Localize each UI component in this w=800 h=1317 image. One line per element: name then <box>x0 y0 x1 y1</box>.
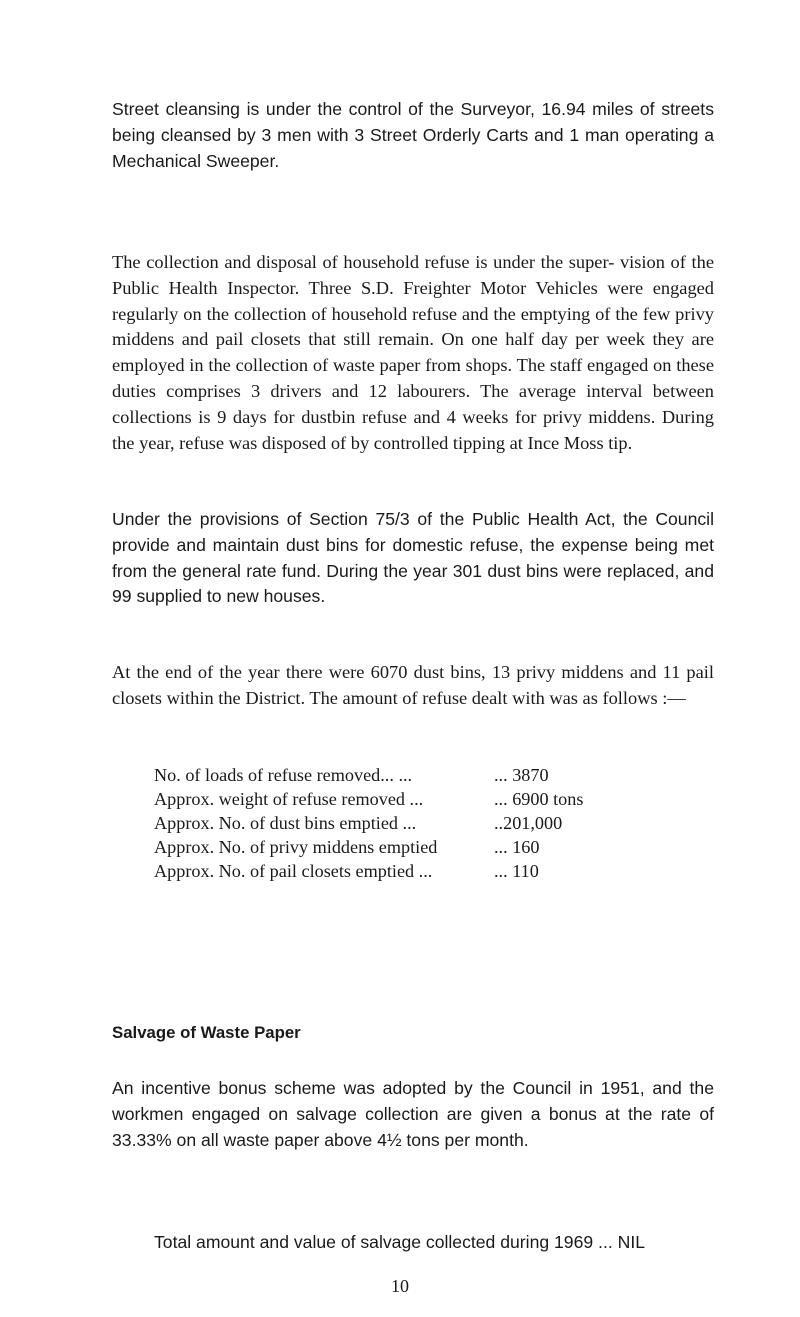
stat-value: ... 160 <box>494 837 540 857</box>
page-number: 10 <box>391 1276 409 1296</box>
stat-row-pail-closets <box>154 859 614 883</box>
year-end-paragraph: At the end of the year there were 6070 dust bins, 13 privy middens and 11 pail closets within the District. The amount of refuse dealt with was as follows :— <box>112 662 714 708</box>
salvage-total-label: Total amount and value of salvage collected during 1969 ... <box>154 1232 613 1252</box>
salvage-total-row <box>154 1232 714 1253</box>
street-cleansing-paragraph: Street cleansing is under the control of the Surveyor, 16.94 miles of streets being cleansed by 3 men with 3 Street Orderly Carts and 1 man operating a Mechanical Sweeper. <box>112 99 714 171</box>
stat-label: Approx. No. of privy middens emptied <box>154 837 438 857</box>
stat-label: No. of loads of refuse removed... ... <box>154 765 413 785</box>
stat-label: Approx. weight of refuse removed ... <box>154 789 424 809</box>
refuse-statistics-list <box>154 763 614 883</box>
salvage-bonus-paragraph: An incentive bonus scheme was adopted by the Council in 1951, and the workmen engaged on salvage collection are given a bonus at the rate of 33.33% on all waste paper above 4½ tons per month. <box>112 1078 714 1150</box>
stat-value: ... 110 <box>494 861 539 881</box>
stat-row-privy-middens <box>154 835 614 859</box>
stat-label: Approx. No. of pail closets emptied ... <box>154 861 433 881</box>
stat-row-dust-bins <box>154 811 614 835</box>
stat-row-weight <box>154 787 614 811</box>
stat-label: Approx. No. of dust bins emptied ... <box>154 813 417 833</box>
stat-value: ... 6900 tons <box>494 789 584 809</box>
stat-row-loads <box>154 763 614 787</box>
salvage-total-value: NIL <box>617 1232 645 1252</box>
stat-value: ... 3870 <box>494 765 549 785</box>
salvage-heading: Salvage of Waste Paper <box>112 1023 301 1042</box>
refuse-collection-paragraph: The collection and disposal of household refuse is under the super- vision of the Public Health Inspector. Three S.D. Freighter Motor Vehicles were engaged regularly on the collection of household refuse and the emptying of the few privy middens and pail closets that still remain. On one half day per week they are employed in the collection of waste paper from shops. The staff engaged on these duties comprises 3 drivers and 12 labourers. The average interval between collections is 9 days for dustbin refuse and 4 weeks for privy middens. During the year, refuse was disposed of by controlled tipping at Ince Moss tip. <box>112 252 714 453</box>
dust-bins-paragraph: Under the provisions of Section 75/3 of the Public Health Act, the Council provide and maintain dust bins for domestic refuse, the expense being met from the general rate fund. During the year 301 dust bins were replaced, and 99 supplied to new houses. <box>112 509 714 607</box>
stat-value: ..201,000 <box>494 813 563 833</box>
